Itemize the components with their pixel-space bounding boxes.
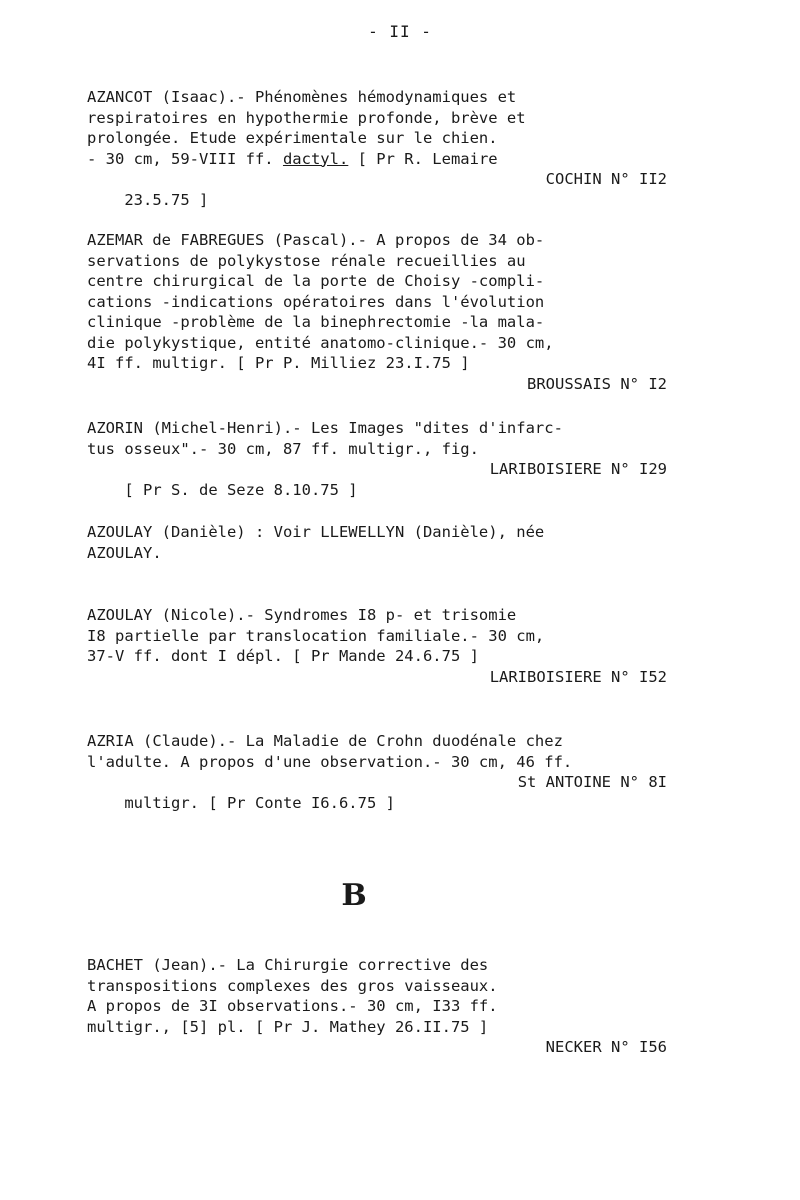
bibliography-entry-azancot	[87, 87, 667, 209]
entry-date: 23.5.75 ]	[124, 190, 209, 209]
entry-line: AZOULAY.	[87, 543, 162, 562]
bibliography-entry-azria	[87, 731, 667, 812]
entry-last-line	[87, 459, 667, 499]
entry-line: die polykystique, entité anatomo-clinique.- 30 cm,	[87, 333, 554, 352]
entry-line: multigr., [5] pl. [ Pr J. Mathey 26.II.75 ]	[87, 1017, 489, 1036]
bibliography-entry-azorin	[87, 418, 667, 499]
entry-line: transpositions complexes des gros vaisseaux.	[87, 976, 498, 995]
entry-text: [ Pr R. Lemaire	[348, 149, 498, 168]
entry-line-with-underline	[87, 149, 667, 170]
entry-line: 37-V ff. dont I dépl. [ Pr Mande 24.6.75 ]	[87, 647, 479, 665]
entry-last-line	[87, 169, 667, 209]
entry-line: AZOULAY (Danièle) : Voir LLEWELLYN (Danièle), née	[87, 523, 545, 541]
entry-line: AZRIA (Claude).- La Maladie de Crohn duodénale chez	[87, 732, 563, 750]
entry-line: clinique -problème de la binephrectomie -la mala-	[87, 313, 545, 331]
underlined-text: dactyl.	[282, 149, 349, 168]
entry-line: cations -indications opératoires dans l'évolution	[87, 292, 545, 311]
entry-line: servations de polykystose rénale recueillies au	[87, 251, 526, 270]
bibliography-entry-azemar	[87, 230, 667, 394]
entry-line: l'adulte. A propos d'une observation.- 30 cm, 46 ff.	[87, 752, 573, 771]
entry-date: multigr. [ Pr Conte I6.6.75 ]	[124, 793, 395, 812]
entry-line: respiratoires en hypothermie profonde, brève et	[87, 108, 526, 127]
entry-line: centre chirurgical de la porte de Choisy -compli-	[87, 272, 545, 290]
entry-last-line	[87, 772, 667, 812]
entry-line: BACHET (Jean).- La Chirurgie corrective des	[87, 956, 489, 974]
entry-line: tus osseux".- 30 cm, 87 ff. multigr., fig.	[87, 439, 479, 458]
entry-line: I8 partielle par translocation familiale.- 30 cm,	[87, 626, 545, 645]
bibliography-entry-azoulay-daniele	[87, 522, 667, 563]
entry-location: LARIBOISIERE N° I29	[489, 460, 667, 478]
entry-line: AZANCOT (Isaac).- Phénomènes hémodynamiques et	[87, 88, 517, 106]
entry-date: [ Pr S. de Seze 8.10.75 ]	[124, 480, 358, 499]
entry-text: - 30 cm, 59-VIII ff.	[87, 149, 283, 168]
entry-location: COCHIN N° II2	[545, 170, 667, 188]
entry-location: St ANTOINE N° 8I	[517, 773, 667, 791]
entry-location: BROUSSAIS N° I2	[527, 374, 667, 393]
entry-line: AZOULAY (Nicole).- Syndromes I8 p- et trisomie	[87, 606, 517, 624]
entry-line: AZEMAR de FABREGUES (Pascal).- A propos de 34 ob-	[87, 231, 545, 249]
section-letter: B	[341, 878, 367, 913]
entry-line: AZORIN (Michel-Henri).- Les Images "dites d'infarc-	[87, 419, 563, 437]
page-number: - II -	[368, 22, 432, 41]
entry-location: NECKER N° I56	[545, 1038, 667, 1056]
entry-line: A propos de 3I observations.- 30 cm, I33 ff.	[87, 997, 498, 1015]
entry-line: prolongée. Etude expérimentale sur le chien.	[87, 129, 498, 147]
bibliography-entry-bachet	[87, 955, 667, 1058]
bibliography-entry-azoulay-nicole	[87, 605, 667, 687]
entry-location: LARIBOISIERE N° I52	[489, 667, 667, 686]
entry-line: 4I ff. multigr. [ Pr P. Milliez 23.I.75 ]	[87, 354, 470, 372]
